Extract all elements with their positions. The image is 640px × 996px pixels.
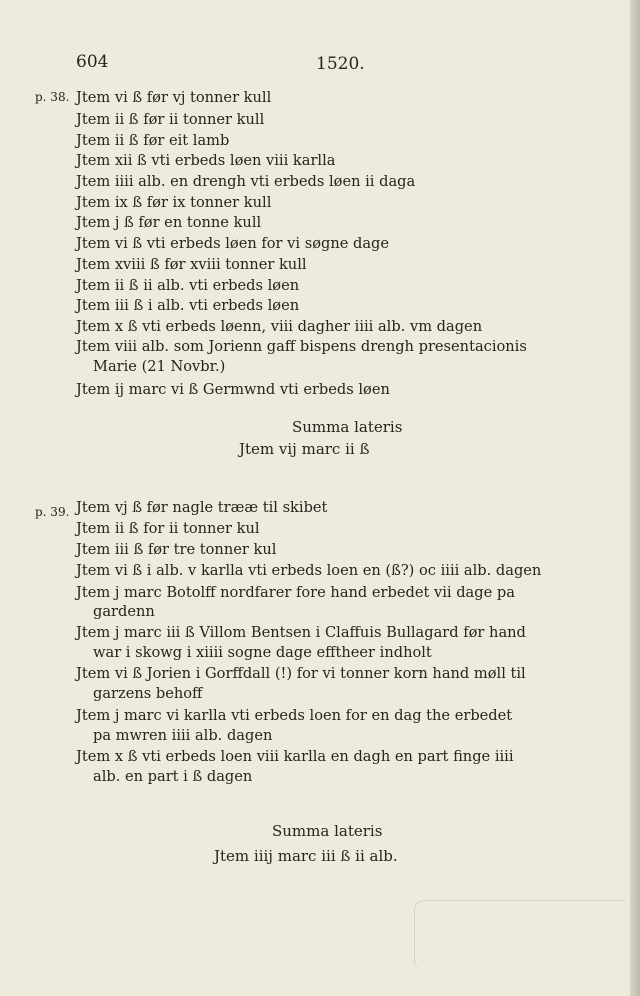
text-line: Jtem ii ß for ii tonner kul bbox=[76, 520, 260, 537]
text-line: Jtem ii ß før eit lamb bbox=[76, 132, 230, 149]
text-line: Jtem vi ß i alb. v karlla vti erbeds loen en (ß?) oc iiii alb. dagen bbox=[76, 562, 542, 579]
text-line: Jtem x ß vti erbeds løenn, viii dagher iiii alb. vm dagen bbox=[76, 318, 483, 335]
text-line: Jtem ii ß før ii tonner kull bbox=[76, 111, 265, 128]
text-line: Jtem xviii ß før xviii tonner kull bbox=[76, 256, 307, 273]
page-ref-39: p. 39. bbox=[35, 505, 70, 519]
text-line: Jtem ii ß ii alb. vti erbeds løen bbox=[76, 277, 300, 294]
text-line: Marie (21 Novbr.) bbox=[93, 358, 226, 375]
text-line: Jtem j marc iii ß Villom Bentsen i Claffuis Bullagard før hand bbox=[76, 624, 526, 641]
text-line: Jtem vj ß før nagle trææ til skibet bbox=[76, 499, 328, 516]
text-line: gardenn bbox=[93, 603, 155, 620]
text-line: Jtem vi ß før vj tonner kull bbox=[76, 89, 272, 106]
summa-value-2: Jtem iiij marc iii ß ii alb. bbox=[214, 847, 398, 865]
text-line: Jtem ix ß før ix tonner kull bbox=[76, 194, 272, 211]
text-line: Jtem iii ß før tre tonner kul bbox=[76, 541, 277, 558]
text-line: Jtem j marc vi karlla vti erbeds loen for en dag the erbedet bbox=[76, 707, 513, 724]
text-line: Jtem j ß før en tonne kull bbox=[76, 214, 262, 231]
text-line: alb. en part i ß dagen bbox=[93, 768, 253, 785]
text-line: garzens behoff bbox=[93, 685, 203, 702]
summa-title-1: Summa lateris bbox=[292, 418, 403, 436]
text-line: Jtem vi ß Jorien i Gorffdall (!) for vi tonner korn hand møll til bbox=[76, 665, 526, 682]
text-line: war i skowg i xiiii sogne dage efftheer indholt bbox=[93, 644, 432, 661]
text-line: Jtem iii ß i alb. vti erbeds løen bbox=[76, 297, 300, 314]
page-year: 1520. bbox=[316, 54, 365, 74]
text-line: pa mwren iiii alb. dagen bbox=[93, 727, 273, 744]
text-line: Jtem vi ß vti erbeds løen for vi søgne dage bbox=[76, 235, 390, 252]
text-line: Jtem ij marc vi ß Germwnd vti erbeds løen bbox=[76, 381, 390, 398]
page-shadow bbox=[414, 900, 625, 971]
summa-title-2: Summa lateris bbox=[272, 822, 383, 840]
page-edge bbox=[630, 0, 640, 996]
text-line: Jtem xii ß vti erbeds løen viii karlla bbox=[76, 152, 336, 169]
text-line: Jtem iiii alb. en drengh vti erbeds løen ii daga bbox=[76, 173, 416, 190]
page-ref-38: p. 38. bbox=[35, 90, 70, 104]
text-line: Jtem j marc Botolff nordfarer fore hand erbedet vii dage pa bbox=[76, 584, 515, 601]
text-line: Jtem viii alb. som Jorienn gaff bispens drengh presentacionis bbox=[76, 338, 527, 355]
text-line: Jtem x ß vti erbeds loen viii karlla en dagh en part finge iiii bbox=[76, 748, 514, 765]
summa-value-1: Jtem vij marc ii ß bbox=[239, 440, 370, 458]
page-number: 604 bbox=[76, 52, 109, 72]
